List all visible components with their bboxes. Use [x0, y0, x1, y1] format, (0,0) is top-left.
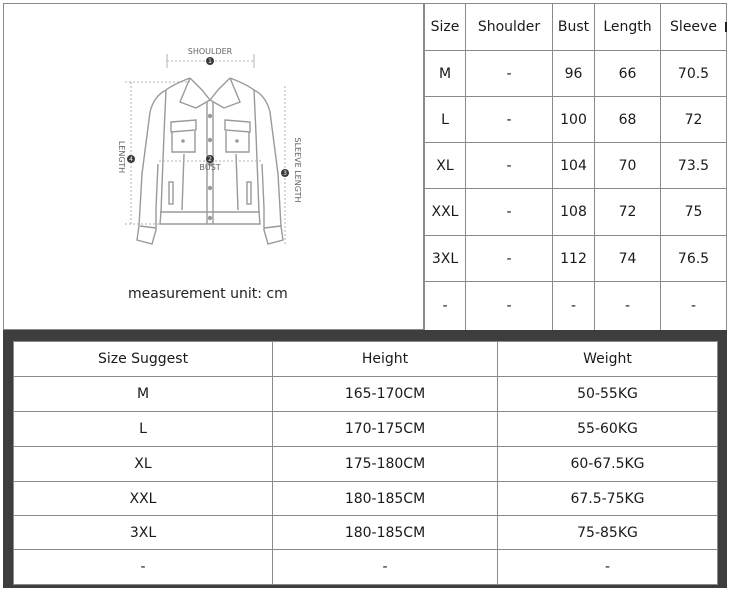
table-row	[14, 516, 718, 550]
shoulder-label: SHOULDER	[187, 47, 233, 56]
table-row	[14, 550, 718, 585]
right-chest-pocket	[225, 120, 250, 132]
marker-1-label: 1	[208, 58, 212, 65]
marker-2-label: 2	[208, 156, 212, 163]
table-row	[14, 482, 718, 516]
cell-size: M	[425, 51, 466, 97]
size-chart-table	[424, 3, 727, 331]
cell-shoulder: -	[466, 282, 553, 331]
table-row	[14, 412, 718, 447]
cell-size: XXL	[425, 189, 466, 236]
table-header-row	[425, 4, 727, 51]
cell-sleeve: 73.5	[661, 143, 727, 189]
suggest-header-row	[14, 342, 718, 377]
cell-sleeve: 72	[661, 97, 727, 143]
left-chest-pocket	[171, 120, 196, 132]
cell-length: 70	[595, 143, 661, 189]
cell-weight: 50-55KG	[498, 377, 718, 412]
cell-weight: 60-67.5KG	[498, 447, 718, 482]
cell-size: M	[14, 377, 273, 412]
header-length: Length	[595, 4, 661, 51]
cell-size: XL	[14, 447, 273, 482]
header-bust: Bust	[553, 4, 595, 51]
header-sleeve: Sleeve	[661, 4, 727, 51]
table-row	[425, 143, 727, 189]
cell-size: L	[425, 97, 466, 143]
cell-weight: 75-85KG	[498, 516, 718, 550]
cell-weight: 67.5-75KG	[498, 482, 718, 516]
header-size: Size	[425, 4, 466, 51]
header-weight: Weight	[498, 342, 718, 377]
sleeve-length-label: SLEEVE LENGTH	[293, 137, 302, 203]
cell-length: 72	[595, 189, 661, 236]
cell-sleeve: -	[661, 282, 727, 331]
cell-bust: 104	[553, 143, 595, 189]
cell-length: 68	[595, 97, 661, 143]
right-side-pocket	[247, 182, 251, 204]
cell-length: -	[595, 282, 661, 331]
cell-bust: 96	[553, 51, 595, 97]
table-row	[425, 97, 727, 143]
cell-height: -	[273, 550, 498, 585]
measurement-unit-caption: measurement unit: cm	[128, 286, 288, 302]
cell-height: 175-180CM	[273, 447, 498, 482]
cell-size: -	[425, 282, 466, 331]
table-row	[425, 189, 727, 236]
cell-size: 3XL	[14, 516, 273, 550]
table-row	[425, 282, 727, 331]
cell-sleeve: 75	[661, 189, 727, 236]
table-row	[425, 236, 727, 282]
cell-size: -	[14, 550, 273, 585]
cell-shoulder: -	[466, 97, 553, 143]
measurement-diagram	[3, 3, 424, 330]
collar-outline	[190, 78, 230, 100]
bust-label: BUST	[199, 163, 221, 172]
table-row	[14, 377, 718, 412]
size-suggest-frame	[3, 330, 727, 588]
length-label: LENGTH	[117, 140, 126, 174]
size-suggest-table	[13, 341, 718, 585]
cell-bust: 108	[553, 189, 595, 236]
cell-shoulder: -	[466, 143, 553, 189]
cell-sleeve: 70.5	[661, 51, 727, 97]
jacket-sketch	[4, 4, 423, 329]
cell-size: 3XL	[425, 236, 466, 282]
cell-weight: 55-60KG	[498, 412, 718, 447]
marker-4-label: 4	[129, 156, 133, 163]
header-height: Height	[273, 342, 498, 377]
cell-shoulder: -	[466, 189, 553, 236]
cell-height: 165-170CM	[273, 377, 498, 412]
cell-bust: 112	[553, 236, 595, 282]
cell-shoulder: -	[466, 51, 553, 97]
cell-length: 66	[595, 51, 661, 97]
cell-length: 74	[595, 236, 661, 282]
left-side-pocket	[169, 182, 173, 204]
cell-sleeve: 76.5	[661, 236, 727, 282]
cell-shoulder: -	[466, 236, 553, 282]
cell-bust: -	[553, 282, 595, 331]
cell-bust: 100	[553, 97, 595, 143]
table-row	[425, 51, 727, 97]
table-row	[14, 447, 718, 482]
cell-height: 180-185CM	[273, 516, 498, 550]
header-size-suggest: Size Suggest	[14, 342, 273, 377]
cell-size: XXL	[14, 482, 273, 516]
cell-size: XL	[425, 143, 466, 189]
cell-height: 170-175CM	[273, 412, 498, 447]
cell-weight: -	[498, 550, 718, 585]
cell-height: 180-185CM	[273, 482, 498, 516]
cell-size: L	[14, 412, 273, 447]
marker-3-label: 3	[283, 170, 287, 177]
edge-mark	[725, 22, 727, 32]
header-shoulder: Shoulder	[466, 4, 553, 51]
